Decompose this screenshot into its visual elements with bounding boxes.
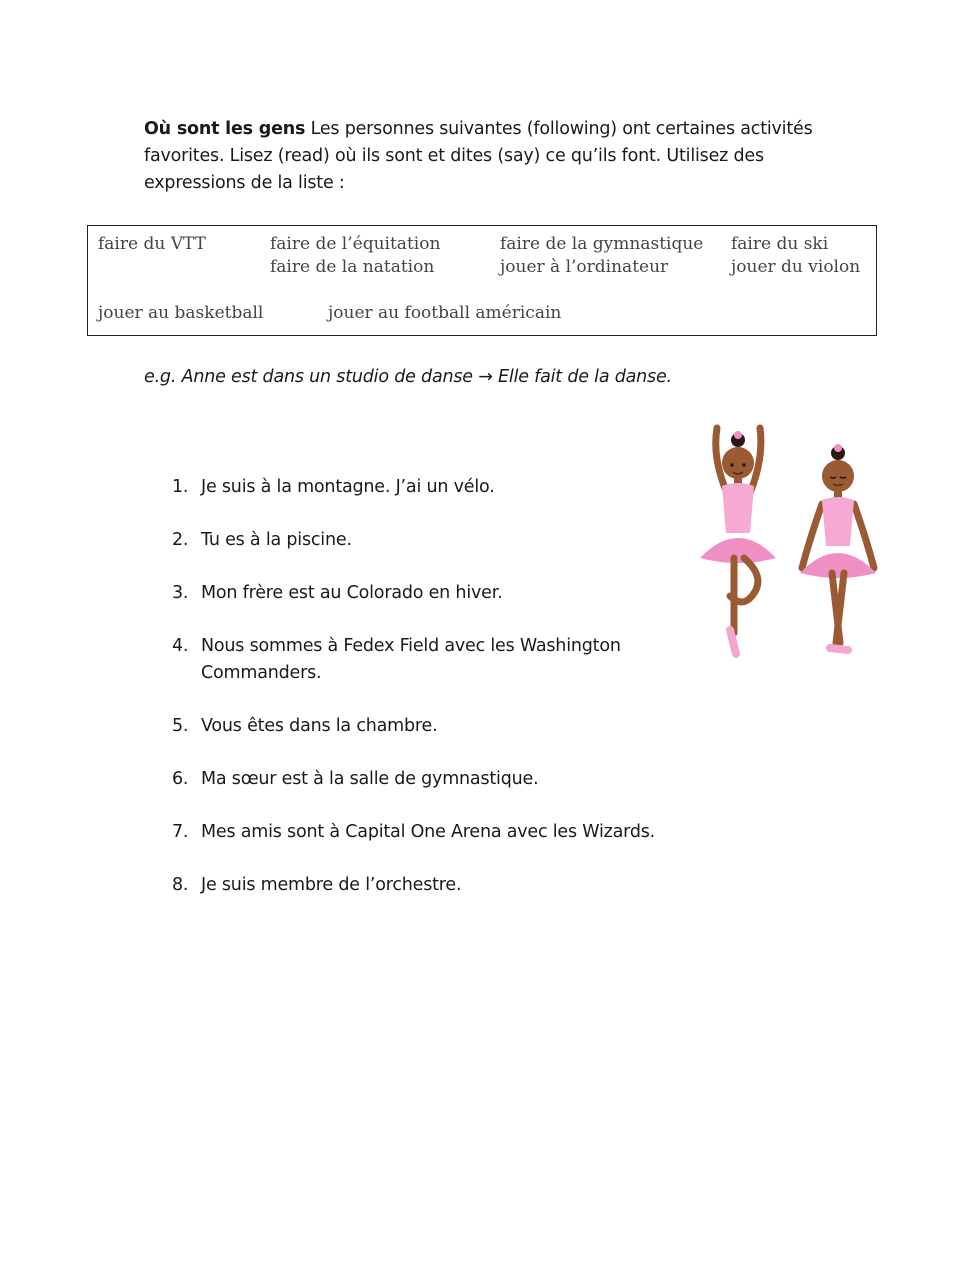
vocab-item: faire du VTT	[98, 234, 206, 254]
question-item	[172, 474, 692, 501]
question-number: 2.	[172, 530, 189, 550]
question-number: 3.	[172, 583, 189, 603]
question-text: Nous sommes à Fedex Field avec les Washington Commanders.	[201, 636, 621, 683]
question-text: Je suis membre de l’orchestre.	[201, 875, 462, 895]
question-item	[172, 580, 692, 607]
ballerina-left	[700, 428, 776, 654]
question-number: 7.	[172, 822, 189, 842]
vocab-item: faire de la gymnastique	[500, 234, 704, 254]
question-number: 6.	[172, 769, 189, 789]
ballerinas-illustration	[672, 418, 912, 668]
question-text: Vous êtes dans la chambre.	[201, 716, 438, 736]
instructions	[144, 116, 844, 197]
question-number: 1.	[172, 477, 189, 497]
instructions-body: Les personnes suivantes (following) ont certaines activités favorites. Lisez (read) où ils sont et dites (say) ce qu’ils font. Utilisez des expressions de la liste :	[144, 119, 813, 193]
question-text: Ma sœur est à la salle de gymnastique.	[201, 769, 539, 789]
vocab-item: jouer au basketball	[98, 303, 264, 323]
example-sentence: e.g. Anne est dans un studio de danse → Elle fait de la danse.	[144, 367, 672, 387]
question-item	[172, 527, 692, 554]
question-item	[172, 819, 692, 846]
question-item	[172, 713, 692, 740]
vocab-item: faire de la natation	[270, 257, 435, 277]
instructions-heading: Où sont les gens	[144, 119, 306, 139]
question-number: 4.	[172, 636, 189, 656]
question-number: 5.	[172, 716, 189, 736]
question-item	[172, 766, 692, 793]
vocab-item: jouer à l’ordinateur	[500, 257, 669, 277]
question-text: Mes amis sont à Capital One Arena avec les Wizards.	[201, 822, 656, 842]
question-text: Je suis à la montagne. J’ai un vélo.	[201, 477, 495, 497]
vocab-item: faire de l’équitation	[270, 234, 441, 254]
question-text: Mon frère est au Colorado en hiver.	[201, 583, 503, 603]
question-item	[172, 872, 692, 899]
ballerina-right	[800, 444, 876, 650]
vocab-item: jouer au football américain	[328, 303, 562, 323]
question-number: 8.	[172, 875, 189, 895]
question-text: Tu es à la piscine.	[201, 530, 352, 550]
vocab-item: faire du ski	[731, 234, 829, 254]
question-item	[172, 633, 661, 687]
question-list	[172, 474, 692, 925]
vocabulary-box	[87, 225, 877, 336]
vocab-item: jouer du violon	[731, 257, 861, 277]
